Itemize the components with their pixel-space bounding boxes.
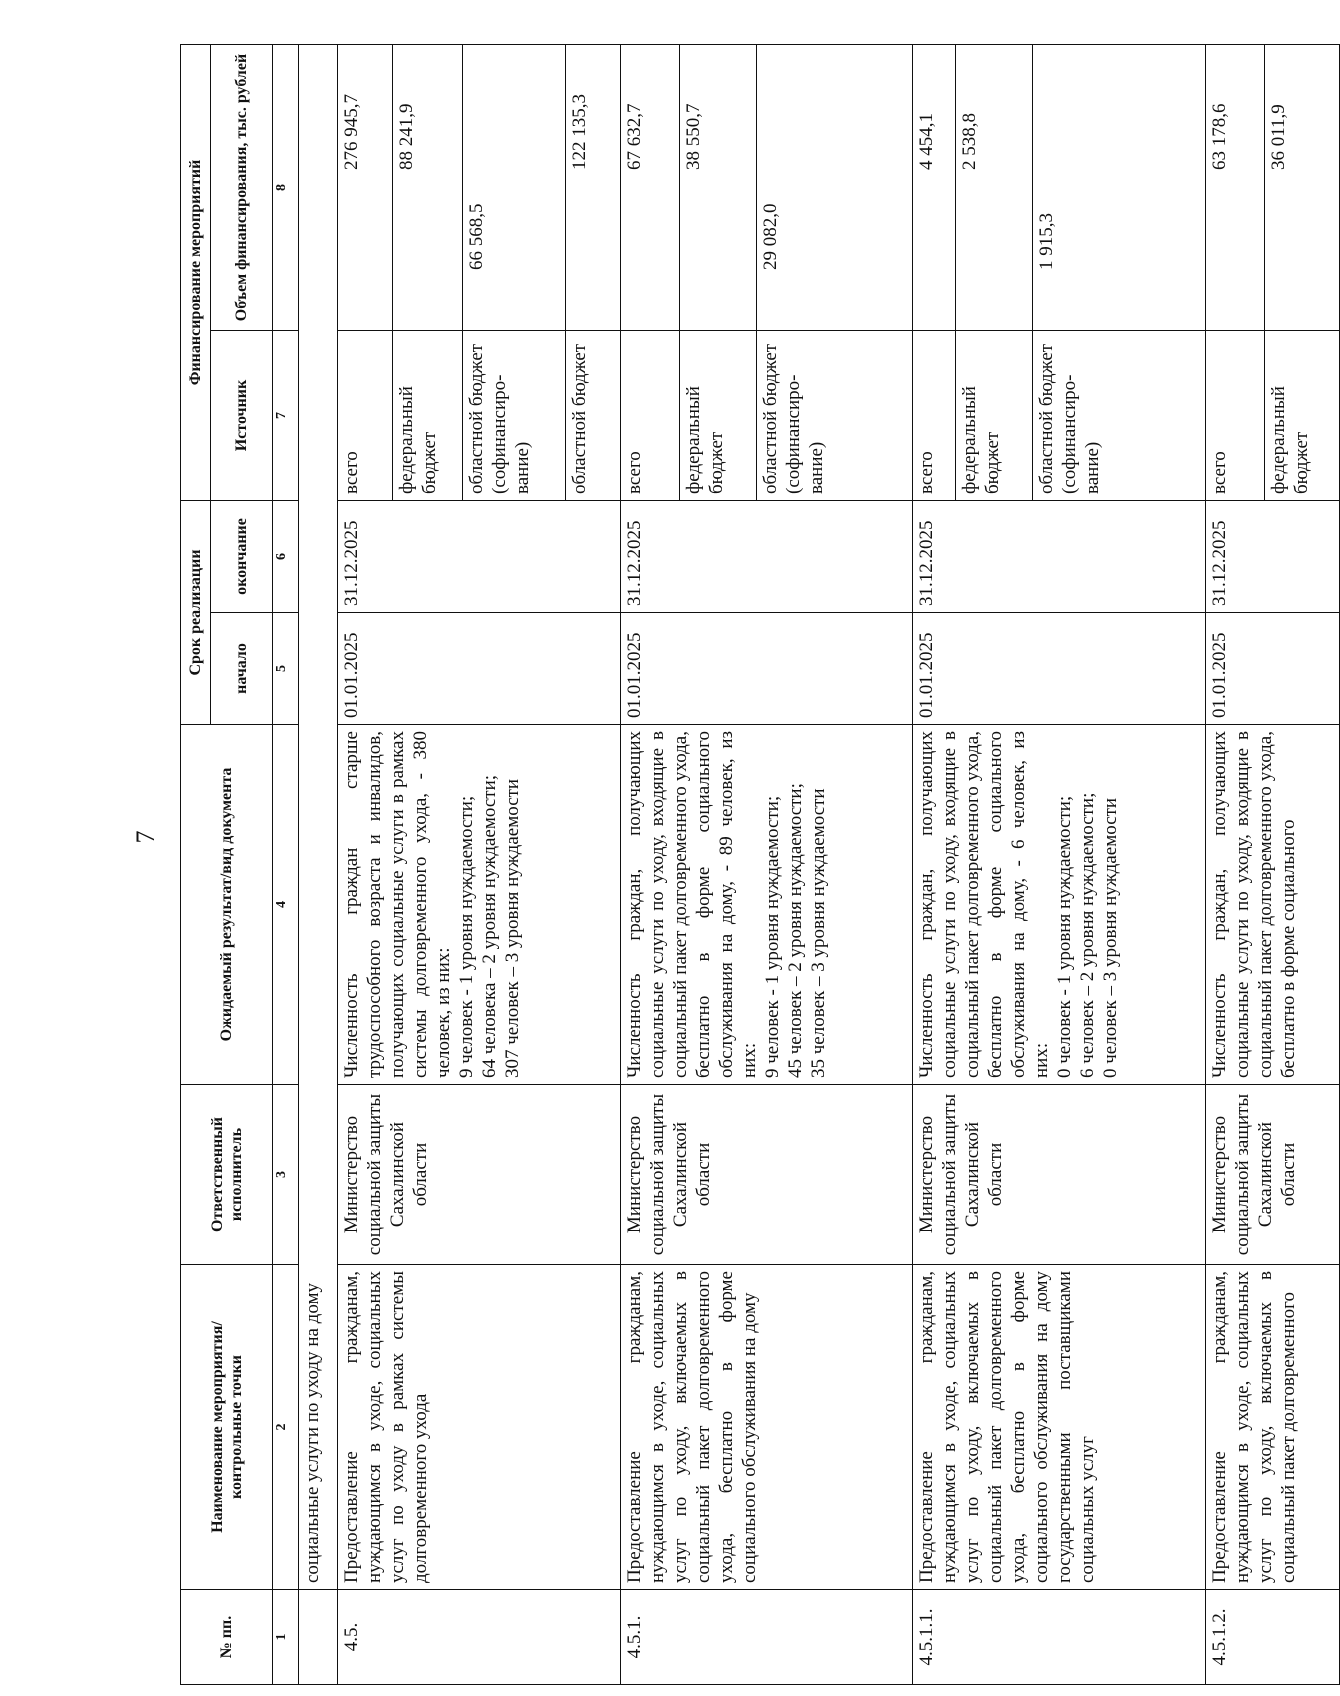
expected-result	[620, 725, 913, 1085]
start-date: 01.01.2025	[620, 613, 913, 725]
result-line: 64 человека – 2 уровня нуждаемости;	[478, 774, 500, 1078]
financing-amount: 4 454,1	[913, 45, 955, 331]
column-number: 7	[273, 331, 299, 501]
end-date: 31.12.2025	[913, 501, 1206, 613]
expected-result	[1206, 725, 1340, 1085]
expected-result	[337, 725, 620, 1085]
financing-source: всего	[1206, 331, 1265, 501]
executor: Министерство социальной защиты Сахалинской области	[337, 1085, 620, 1265]
activities-table	[180, 44, 1340, 1685]
result-line: Численность граждан, получающих социальные услуги по уходу, входящие в социальный пакет долговременного ухода, бесплатно в форме социального обслуживания на дому, - 89 человек, из них:	[623, 731, 760, 1078]
row-number: 4.5.1.	[620, 1590, 913, 1685]
header-number: № пп.	[181, 1590, 273, 1685]
financing-amount: 122 135,3	[565, 45, 620, 331]
start-date: 01.01.2025	[913, 613, 1206, 725]
financing-source: федеральный бюджет	[393, 331, 463, 501]
executor: Министерство социальной защиты Сахалинской области	[913, 1085, 1206, 1265]
activity-name: Предоставление гражданам, нуждающимся в уходе, социальных услуг по уходу, включаемых в социальный пакет долговременного ухода, бесплатно в форме социального обслуживания на дому	[620, 1265, 913, 1590]
end-date: 31.12.2025	[1206, 501, 1340, 613]
financing-amount: 2 538,8	[955, 45, 1032, 331]
result-line: Численность граждан старше трудоспособного возраста и инвалидов, получающих социальные услуги в рамках системы долговременного ухода, - 380 человек, из них:	[340, 731, 454, 1078]
result-line: 307 человек – 3 уровня нуждаемости	[501, 778, 523, 1078]
section-empty-cell	[299, 1590, 338, 1685]
page-number: 7	[131, 830, 160, 844]
result-line: 0 человек – 3 уровня нуждаемости	[1100, 797, 1122, 1078]
column-number: 6	[273, 501, 299, 613]
financing-source: областной бюджет (софинансиро-вание)	[756, 331, 913, 501]
financing-amount: 38 550,7	[680, 45, 756, 331]
result-line: 9 человек - 1 уровня нуждаемости;	[455, 795, 477, 1078]
financing-source: областной бюджет (софинансиро-вание)	[463, 331, 565, 501]
result-line: 35 человек – 3 уровня нуждаемости	[807, 788, 829, 1078]
column-number: 1	[273, 1590, 299, 1685]
column-number: 4	[273, 725, 299, 1085]
financing-source: всего	[337, 331, 392, 501]
financing-amount: 88 241,9	[393, 45, 463, 331]
table-row	[337, 45, 392, 1685]
executor: Министерство социальной защиты Сахалинской области	[1206, 1085, 1340, 1265]
header-term: Срок реализации	[181, 501, 211, 725]
header-amount: Объем финансирования, тыс. рублей	[211, 45, 273, 331]
section-title: социальные услуги по уходу на дому	[299, 45, 338, 1590]
financing-amount: 66 568,5	[463, 45, 565, 331]
row-number: 4.5.1.2.	[1206, 1590, 1340, 1685]
row-number: 4.5.1.1.	[913, 1590, 1206, 1685]
financing-amount: 63 178,6	[1206, 45, 1265, 331]
row-number: 4.5.	[337, 1590, 620, 1685]
start-date: 01.01.2025	[1206, 613, 1340, 725]
table-row	[620, 45, 680, 1685]
header-start: начало	[211, 613, 273, 725]
financing-source: областной бюджет	[565, 331, 620, 501]
executor: Министерство социальной защиты Сахалинской области	[620, 1085, 913, 1265]
column-number: 3	[273, 1085, 299, 1265]
financing-source: всего	[913, 331, 955, 501]
header-source: Источник	[211, 331, 273, 501]
table-row	[913, 45, 955, 1685]
column-number: 5	[273, 613, 299, 725]
rotated-table-container	[180, 45, 1340, 1685]
financing-amount: 36 011,9	[1264, 45, 1339, 331]
financing-source: федеральный бюджет	[680, 331, 756, 501]
table-row	[1206, 45, 1265, 1685]
result-line: 9 человек - 1 уровня нуждаемости;	[761, 795, 783, 1078]
end-date: 31.12.2025	[337, 501, 620, 613]
header-end: окончание	[211, 501, 273, 613]
result-line: 0 человек - 1 уровня нуждаемости;	[1054, 795, 1076, 1078]
financing-amount: 29 082,0	[756, 45, 913, 331]
expected-result	[913, 725, 1206, 1085]
header-expected-result: Ожидаемый результат/вид документа	[181, 725, 273, 1085]
activity-name: Предоставление гражданам, нуждающимся в уходе, социальных услуг по уходу, включаемых в социальный пакет долговременного	[1206, 1265, 1340, 1590]
activity-name: Предоставление гражданам, нуждающимся в уходе, социальных услуг по уходу в рамках системы долговременного ухода	[337, 1265, 620, 1590]
financing-amount: 276 945,7	[337, 45, 392, 331]
activity-name: Предоставление гражданам, нуждающимся в уходе, социальных услуг по уходу, включаемых в социальный пакет долговременного ухода, бесплатно в форме социального обслуживания на дому государственными поставщиками социальных услуг	[913, 1265, 1206, 1590]
financing-source: всего	[620, 331, 680, 501]
column-number: 8	[273, 45, 299, 331]
financing-source: федеральный бюджет	[955, 331, 1032, 501]
header-financing: Финансирование мероприятий	[181, 45, 211, 501]
financing-amount: 67 632,7	[620, 45, 680, 331]
financing-source: федеральный бюджет	[1264, 331, 1339, 501]
header-executor: Ответственный исполнитель	[181, 1085, 273, 1265]
header-activity-name: Наименование мероприятия/ контрольные точки	[181, 1265, 273, 1590]
result-line: 6 человек – 2 уровня нуждаемости;	[1077, 792, 1099, 1078]
result-line: Численность граждан, получающих социальные услуги по уходу, входящие в социальный пакет долговременного ухода, бесплатно в форме социального обслуживания на дому, - 6 человек, из них:	[916, 731, 1053, 1078]
end-date: 31.12.2025	[620, 501, 913, 613]
start-date: 01.01.2025	[337, 613, 620, 725]
column-number: 2	[273, 1265, 299, 1590]
financing-amount: 1 915,3	[1032, 45, 1205, 331]
result-line: Численность граждан, получающих социальные услуги по уходу, входящие в социальный пакет долговременного ухода, бесплатно в форме социального	[1209, 731, 1300, 1078]
financing-source: областной бюджет (софинансиро-вание)	[1032, 331, 1205, 501]
result-line: 45 человек – 2 уровня нуждаемости;	[784, 783, 806, 1078]
